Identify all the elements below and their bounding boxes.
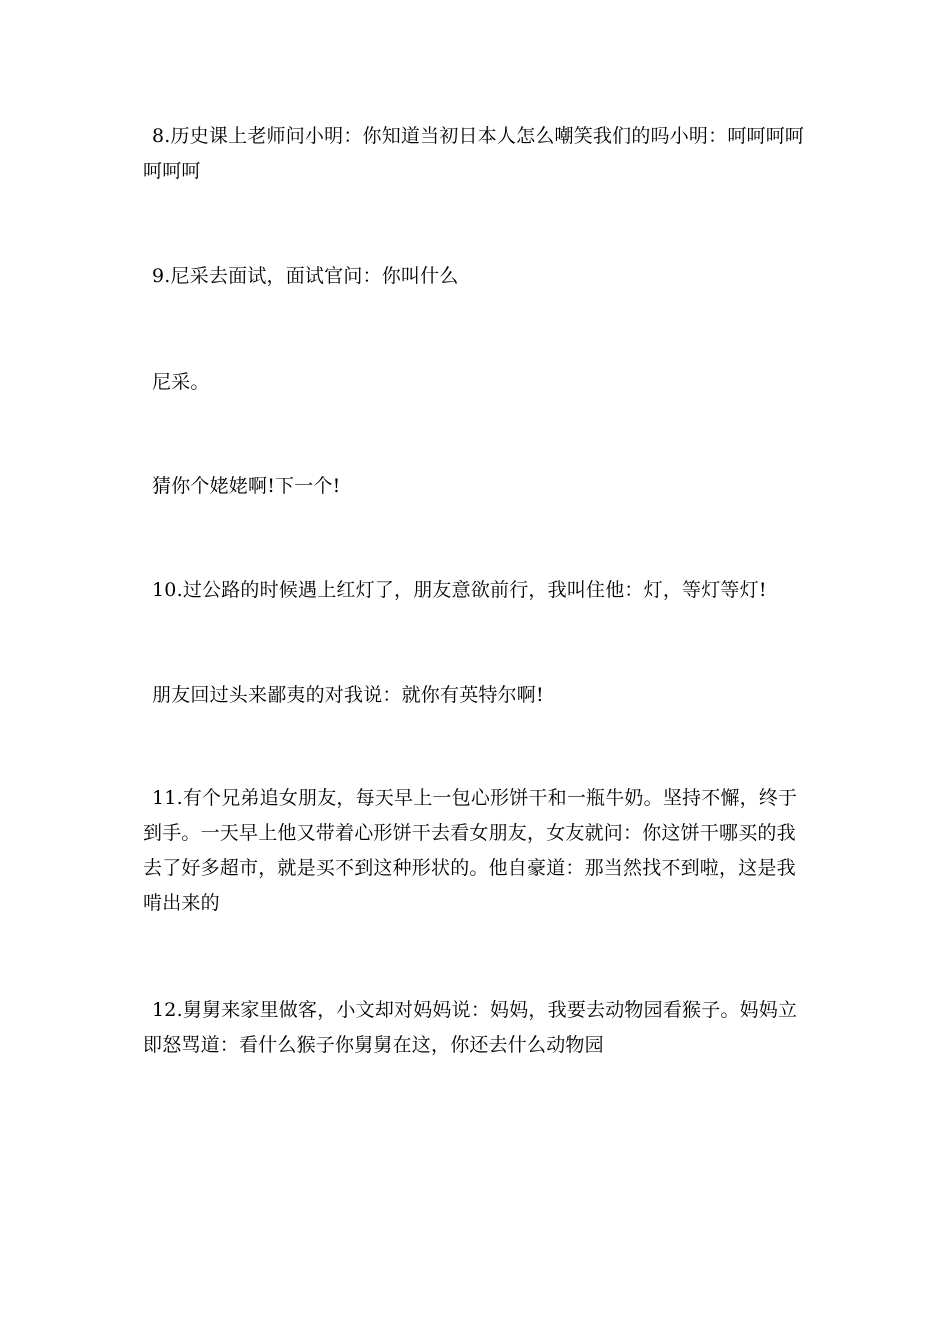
joke-paragraph-10-punchline: 朋友回过头来鄙夷的对我说：就你有英特尔啊!: [152, 684, 544, 706]
joke-paragraph-11: 11.有个兄弟追女朋友，每天早上一包心形饼干和一瓶牛奶。坚持不懈，终于到手。一天早上他又带着心形饼干去看女朋友，女友就问：你这饼干哪买的我去了好多超市，就是买不到这种形状的。他自豪道：那当然找不到啦，这是我啃出来的: [143, 787, 798, 914]
joke-paragraph-10: 10.过公路的时候遇上红灯了，朋友意欲前行，我叫住他：灯，等灯等灯!: [152, 579, 767, 601]
joke-paragraph-8: 8.历史课上老师问小明：你知道当初日本人怎么嘲笑我们的吗小明：呵呵呵呵呵呵呵: [143, 125, 805, 182]
joke-paragraph-9-punchline: 猜你个姥姥啊!下一个!: [152, 475, 341, 497]
joke-paragraph-9-answer: 尼采。: [152, 371, 210, 393]
joke-paragraph-9: 9.尼采去面试，面试官问：你叫什么: [152, 265, 459, 287]
joke-paragraph-12: 12.舅舅来家里做客，小文却对妈妈说：妈妈，我要去动物园看猴子。妈妈立即怒骂道：看什么猴子你舅舅在这，你还去什么动物园: [143, 999, 798, 1056]
